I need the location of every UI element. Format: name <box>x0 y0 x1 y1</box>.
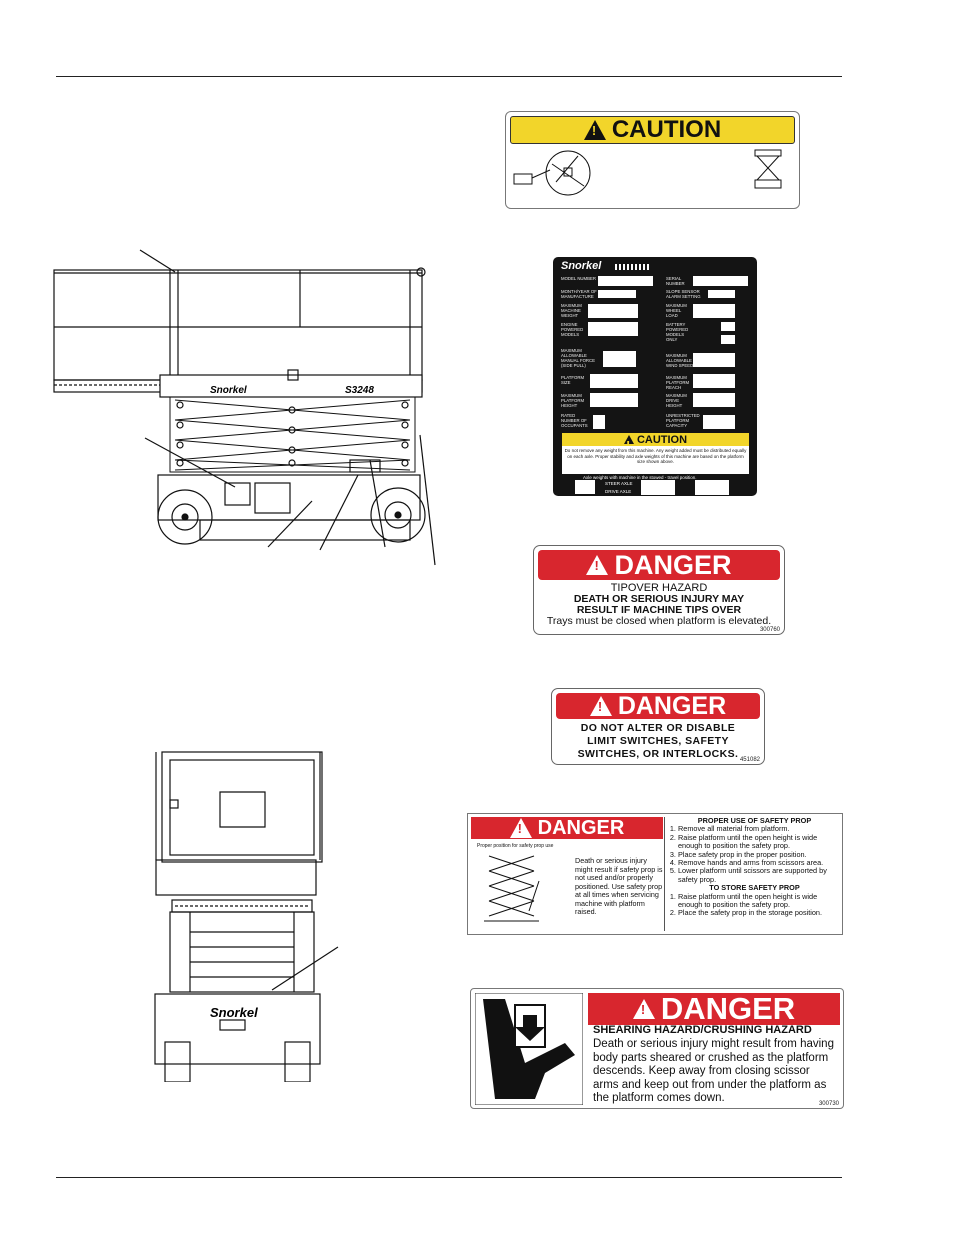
warning-triangle-icon <box>633 999 655 1019</box>
plate-field-label: MAXIMUM PLATFORM REACH <box>666 375 690 390</box>
danger-header-text: DANGER <box>660 991 796 1026</box>
plate-field-label: MAXIMUM ALLOWABLE MANUAL FORCE (SIDE PULL) <box>561 348 595 368</box>
decal-code: 300730 <box>818 1101 839 1107</box>
danger-header-text: DANGER <box>537 816 625 839</box>
caution-decal <box>505 111 800 209</box>
plate-field-box <box>593 415 605 429</box>
plate-field-box <box>588 304 638 318</box>
prop-store-step: 2. Place the safety prop in the storage position. <box>678 909 840 917</box>
plate-caution-text: Do not remove any weight from this machine. Any weight added must be distributed equally on each axle. Proper stability and axle weights of this machine are based on the platform size shown above. <box>562 446 749 474</box>
shearing-title: SHEARING HAZARD/CRUSHING HAZARD <box>593 1024 812 1036</box>
danger-header <box>471 817 663 839</box>
plate-field-box <box>708 290 735 298</box>
tipover-line1: DEATH OR SERIOUS INJURY MAY <box>573 593 745 605</box>
plate-field-label: SERIAL NUMBER <box>666 276 685 286</box>
limit-line1: DO NOT ALTER OR DISABLE <box>580 722 736 734</box>
prop-caption: Proper position for safety prop use <box>477 843 554 849</box>
shearing-text: Death or serious injury might result from having body parts sheared or crushed as the platform descends. Keep away from closing scissor arms and keep out from under the platform as the platform comes down. <box>593 1038 834 1104</box>
prop-use-step: 5. Lower platform until scissors are supported by safety prop. <box>678 867 840 884</box>
plate-caution-header: CAUTION <box>636 433 688 446</box>
plate-field-box <box>693 393 735 407</box>
danger-header <box>538 550 780 580</box>
caution-header-text: CAUTION <box>611 116 722 143</box>
prop-store-title: TO STORE SAFETY PROP <box>709 883 800 893</box>
plate-field-label: PLATFORM SIZE <box>561 375 585 385</box>
plate-field-box <box>693 374 735 388</box>
serial-plate <box>553 257 757 496</box>
plate-field-label: MAXIMUM ALLOWABLE WIND SPEED <box>666 353 694 368</box>
plate-field-box <box>721 322 735 331</box>
tipover-title: TIPOVER HAZARD <box>610 582 708 594</box>
plate-field-box <box>693 304 735 318</box>
warning-triangle-icon <box>624 435 634 444</box>
plate-field-label: MAXIMUM PLATFORM HEIGHT <box>561 393 585 408</box>
warning-triangle-icon <box>510 818 532 838</box>
prop-use-step: 1. Remove all material from platform. <box>678 825 840 833</box>
tipover-note: Trays must be closed when platform is elevated. <box>546 615 772 627</box>
prop-pictogram-icon <box>510 146 600 202</box>
danger-header <box>556 693 760 719</box>
scissor-prop-pictogram-icon <box>479 851 549 931</box>
danger-shearing-decal <box>470 988 844 1109</box>
decal-code: 300760 <box>759 627 780 633</box>
warning-triangle-icon <box>584 120 606 140</box>
plate-field-label: RATED NUMBER OF OCCUPANTS <box>561 413 588 428</box>
plate-field-label: MAXIMUM MACHINE WEIGHT <box>561 303 582 318</box>
prop-store-step: 1. Raise platform until the open height is wide enough to position the safety prop. <box>678 893 840 910</box>
prop-warning: Death or serious injury might result if safety prop is not used and/or properly positioned. Use safety prop at all times when servicing machine with platform raised. <box>575 856 663 916</box>
plate-field-box <box>641 480 675 495</box>
crushing-hand-icon <box>475 993 583 1105</box>
tipover-line2: RESULT IF MACHINE TIPS OVER <box>576 604 742 616</box>
warning-triangle-icon <box>586 555 608 575</box>
plate-caution-bar <box>562 433 749 446</box>
plate-field-label: MODEL NUMBER <box>561 276 596 281</box>
plate-field-box <box>590 393 638 407</box>
plate-field-box <box>598 290 636 298</box>
plate-field-box <box>693 276 748 286</box>
scissor-pictogram-icon <box>751 146 785 202</box>
plate-field-box <box>721 335 735 344</box>
danger-limit-switch-decal <box>551 688 765 765</box>
plate-field-box <box>693 353 735 367</box>
plate-field-label: MAXIMUM WHEEL LOAD <box>666 303 687 318</box>
plate-field-label: ENGINE POWERED MODELS <box>561 322 584 337</box>
plate-brand: Snorkel <box>561 260 602 272</box>
prop-use-step: 3. Place safety prop in the proper position. <box>678 851 840 859</box>
danger-header <box>588 993 840 1025</box>
plate-field-box <box>598 276 653 286</box>
plate-field-label: MAXIMUM DRIVE HEIGHT <box>666 393 687 408</box>
top-rule <box>56 76 842 77</box>
limit-line2: LIMIT SWITCHES, SAFETY <box>587 735 729 747</box>
plate-field-label: MONTH/YEAR OF MANUFACTURE <box>561 289 597 299</box>
danger-header-text: DANGER <box>614 549 732 580</box>
decal-code: 451082 <box>739 757 760 763</box>
plate-field-label: SLOPE SENSOR ALARM SETTING <box>666 289 701 299</box>
plate-drive-axle: DRIVE AXLE <box>605 489 632 494</box>
plate-field-box <box>575 480 595 494</box>
side-brand: Snorkel <box>210 385 247 396</box>
front-brand: Snorkel <box>210 1005 258 1020</box>
side-model: S3248 <box>345 385 374 396</box>
danger-header-text: DANGER <box>617 691 727 720</box>
plate-field-box <box>695 480 729 495</box>
plate-field-label: BATTERY POWERED MODELS ONLY <box>666 322 689 342</box>
caution-header <box>510 116 795 144</box>
prop-use-step: 2. Raise platform until the open height is wide enough to position the safety prop. <box>678 834 840 851</box>
danger-safety-prop-decal <box>467 813 843 935</box>
machine-front-view <box>150 742 350 1082</box>
warning-triangle-icon <box>590 696 612 716</box>
plate-brand-stripes <box>615 264 651 270</box>
limit-line3: SWITCHES, OR INTERLOCKS. <box>577 748 739 760</box>
plate-axle-heading: Axle weights with machine in the stowed - travel position. <box>583 475 697 480</box>
prop-use-step: 4. Remove hands and arms from scissors area. <box>678 859 840 867</box>
plate-steer-axle: STEER AXLE <box>605 481 633 486</box>
plate-field-box <box>590 374 638 388</box>
plate-field-box <box>703 415 735 429</box>
plate-field-box <box>603 351 636 367</box>
plate-field-box <box>588 322 638 336</box>
machine-side-view <box>40 245 450 575</box>
prop-use-title: PROPER USE OF SAFETY PROP <box>697 816 812 825</box>
bottom-rule <box>56 1177 842 1178</box>
danger-tipover-decal <box>533 545 785 635</box>
plate-field-label: UNRESTRICTED PLATFORM CAPACITY <box>666 413 700 428</box>
